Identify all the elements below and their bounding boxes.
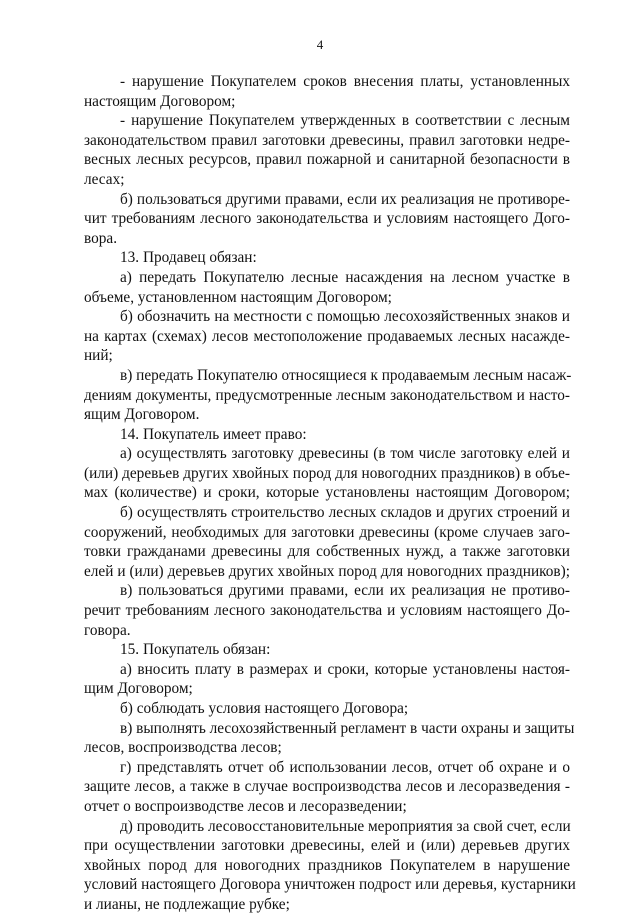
text-line: в) выполнять лесохозяйственный регламент в части охраны и защиты bbox=[120, 719, 575, 737]
text-line: речит требованиям лесного законодательства и условиям настоящего До- bbox=[84, 602, 570, 620]
text-line: вора. bbox=[84, 229, 118, 247]
text-line: елей и (или) деревьев других хвойных пород для новогодних праздников); bbox=[84, 562, 570, 580]
text-line: ящим Договором. bbox=[84, 406, 200, 424]
text-line: настоящим Договором; bbox=[84, 92, 236, 110]
text-line: а) передать Покупателю лесные насаждения на лесном участке в bbox=[120, 268, 570, 286]
text-line: чит требованиям лесного законодательства и условиям настоящего Дого- bbox=[84, 210, 570, 228]
text-line: сооружений, необходимых для заготовки древесины (кроме случаев заго- bbox=[84, 523, 570, 541]
text-line: лесах; bbox=[84, 170, 125, 188]
text-line: (или) деревьев других хвойных пород для новогодних праздников) в объе- bbox=[84, 464, 570, 482]
document-body bbox=[84, 72, 576, 915]
text-line: дениям документы, предусмотренные лесным законодательством и насто- bbox=[84, 386, 570, 404]
text-line: и лианы, не подлежащие рубке; bbox=[84, 895, 290, 913]
text-line: отчет о воспроизводстве лесов и лесоразведении; bbox=[84, 797, 407, 815]
text-line: мах (количестве) и сроки, которые установлены настоящим Договором; bbox=[84, 484, 570, 502]
text-line: д) проводить лесовосстановительные мероприятия за свой счет, если bbox=[120, 817, 571, 835]
text-line: - нарушение Покупателем сроков внесения платы, установленных bbox=[120, 73, 570, 90]
text-line: б) осуществлять строительство лесных складов и других строений и bbox=[120, 504, 570, 522]
text-line: на картах (схемах) лесов местоположение продаваемых лесных насажде- bbox=[84, 327, 570, 345]
text-line: щим Договором; bbox=[84, 680, 193, 698]
text-line: товки гражданами древесины для собственных нужд, а также заготовки bbox=[84, 543, 570, 561]
text-line: б) пользоваться другими правами, если их реализация не противоре- bbox=[120, 190, 570, 208]
text-line: 13. Продавец обязан: bbox=[120, 249, 257, 267]
text-line: объеме, установленном настоящим Договором; bbox=[84, 288, 392, 306]
text-line: в) передать Покупателю относящиеся к продаваемым лесным насаж- bbox=[120, 366, 572, 384]
text-line: 14. Покупатель имеет право: bbox=[120, 425, 307, 443]
text-line: б) соблюдать условия настоящего Договора; bbox=[120, 700, 409, 717]
text-line: в) пользоваться другими правами, если их реализация не противо- bbox=[120, 582, 570, 600]
text-line: условий настоящего Договора уничтожен подрост или деревья, кустарники bbox=[84, 876, 576, 894]
text-line: законодательством правил заготовки древесины, правил заготовки недре- bbox=[84, 131, 570, 149]
text-line: защите лесов, а также в случае воспроизводства лесов и лесоразведения - bbox=[84, 778, 570, 796]
text-line: 15. Покупатель обязан: bbox=[120, 641, 271, 659]
text-line: лесов, воспроизводства лесов; bbox=[84, 739, 282, 757]
text-line: - нарушение Покупателем утвержденных в соответствии с лесным bbox=[120, 112, 570, 130]
text-line: ний; bbox=[84, 347, 113, 365]
text-line: б) обозначить на местности с помощью лесохозяйственных знаков и bbox=[120, 308, 570, 326]
text-line: г) представлять отчет об использовании лесов, отчет об охране и о bbox=[120, 758, 570, 776]
text-line: хвойных пород для новогодних праздников Покупателем в нарушение bbox=[84, 856, 570, 874]
text-line: при осуществлении заготовки древесины, елей и (или) деревьев других bbox=[84, 837, 570, 855]
text-line: говора. bbox=[84, 621, 131, 639]
page-number: 4 bbox=[316, 37, 324, 52]
text-line: а) вносить плату в размерах и сроки, которые установлены настоя- bbox=[120, 660, 570, 678]
text-line: весных лесных ресурсов, правил пожарной и санитарной безопасности в bbox=[84, 151, 570, 169]
text-line: а) осуществлять заготовку древесины (в том числе заготовку елей и bbox=[120, 445, 570, 463]
